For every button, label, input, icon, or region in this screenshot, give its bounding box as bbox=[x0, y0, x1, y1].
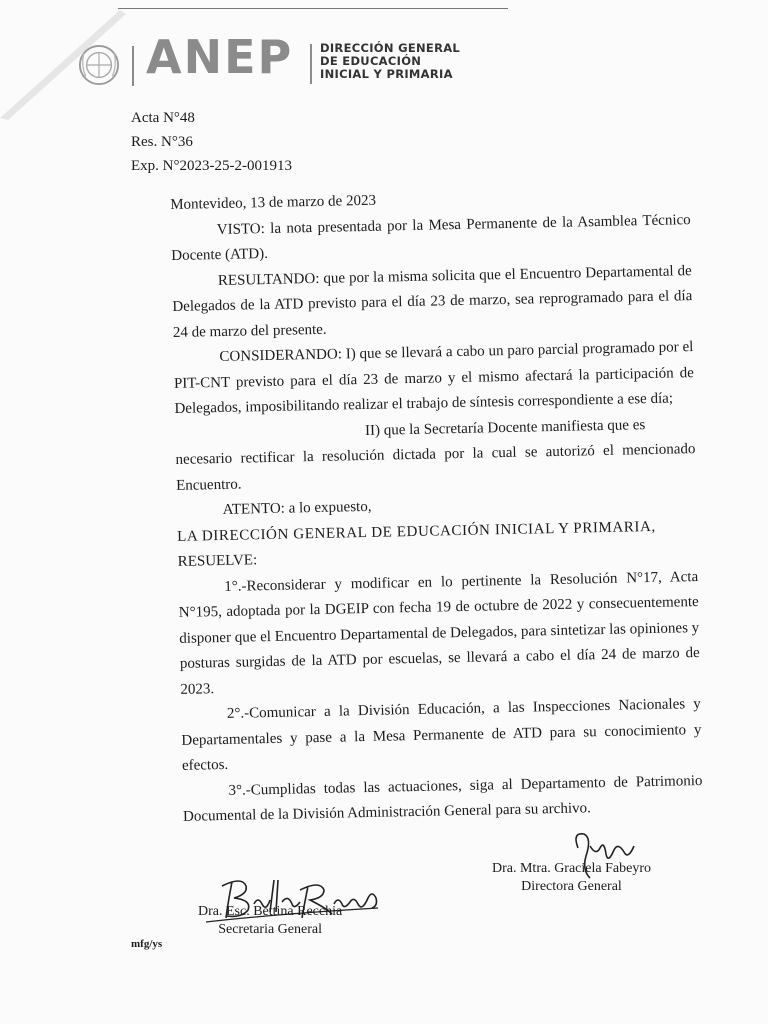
considerando-ii-rest: necesario rectificar la resolución dictada por la cual se autorizó el mencionado Encuentro. bbox=[175, 441, 696, 494]
seal-icon bbox=[78, 44, 120, 86]
signature-director bbox=[492, 860, 651, 896]
resultando-paragraph: RESULTANDO: que por la misma solicita que el Encuentro Departamental de Delegados de la ATD previsto para el día 23 de marzo, sea reprogramado para el día 24 de marzo del presente. bbox=[172, 262, 693, 341]
atento-paragraph: ATENTO: a lo expuesto, bbox=[222, 498, 372, 518]
director-title: Directora General bbox=[521, 879, 622, 894]
issuing-authority: LA DIRECCIÓN GENERAL DE EDUCACIÓN INICIAL Y PRIMARIA, bbox=[177, 518, 656, 545]
logo-divider-left bbox=[132, 46, 134, 86]
institution-line-2: DE EDUCACIÓN bbox=[320, 54, 422, 68]
place-date: Montevideo, 13 de marzo de 2023 bbox=[170, 192, 377, 213]
resuelve-heading: RESUELVE: bbox=[177, 552, 258, 570]
institution-name bbox=[320, 42, 460, 81]
institution-line-3: INICIAL Y PRIMARIA bbox=[320, 67, 453, 81]
considerando-i-paragraph: CONSIDERANDO: I) que se llevará a cabo un paro parcial programado por el PIT-CNT previsto para el día 23 de marzo y el mismo afectará la participación de Delegados, imposibilitando realizar el trabajo de síntesis correspondiente a ese día; bbox=[173, 339, 695, 417]
acta-number: Acta N°48 bbox=[131, 110, 195, 126]
director-name: Dra. Mtra. Graciela Fabeyro bbox=[492, 861, 651, 876]
expediente-number: Exp. N°2023-25-2-001913 bbox=[131, 158, 292, 174]
reference-block bbox=[131, 106, 292, 178]
secretary-name: Dra. Esc. Bettina Recchia bbox=[198, 904, 343, 919]
resolution-number: Res. N°36 bbox=[131, 134, 193, 150]
secretary-title: Secretaria General bbox=[218, 922, 322, 937]
visto-paragraph: VISTO: la nota presentada por la Mesa Permanente de la Asamblea Técnico Docente (ATD). bbox=[171, 211, 691, 264]
typist-initials: mfg/ys bbox=[131, 938, 163, 950]
resolution-item-1: 1°.-Reconsiderar y modificar en lo pertinente la Resolución N°17, Acta N°195, adoptada por la DGEIP con fecha 19 de octubre de 2022 y consecuentemente disponer que el Encuentro Departamental de Delegados, para sintetizar las opiniones y posturas surgidas de la ATD por escuelas, se llevará a cabo el día 24 de marzo de 2023. bbox=[178, 568, 700, 698]
considerando-ii-lead: II) que la Secretaría Docente manifiesta que es bbox=[364, 416, 646, 439]
resolution-item-3: 3°.-Cumplidas todas las actuaciones, siga al Departamento de Patrimonio Documental de la División Administración General para su archivo. bbox=[182, 772, 703, 825]
scan-edge-line bbox=[118, 8, 508, 9]
signature-secretary bbox=[198, 903, 342, 939]
resolution-item-2: 2°.-Comunicar a la División Educación, a las Inspecciones Nacionales y Departamentales y pase a la Mesa Permanente de ATD para su conocimiento y efectos. bbox=[181, 695, 702, 774]
institution-line-1: DIRECCIÓN GENERAL bbox=[320, 41, 461, 55]
resolution-body bbox=[170, 182, 703, 830]
anep-logo-text: ANEP bbox=[146, 30, 294, 84]
logo-divider-right bbox=[310, 44, 312, 84]
